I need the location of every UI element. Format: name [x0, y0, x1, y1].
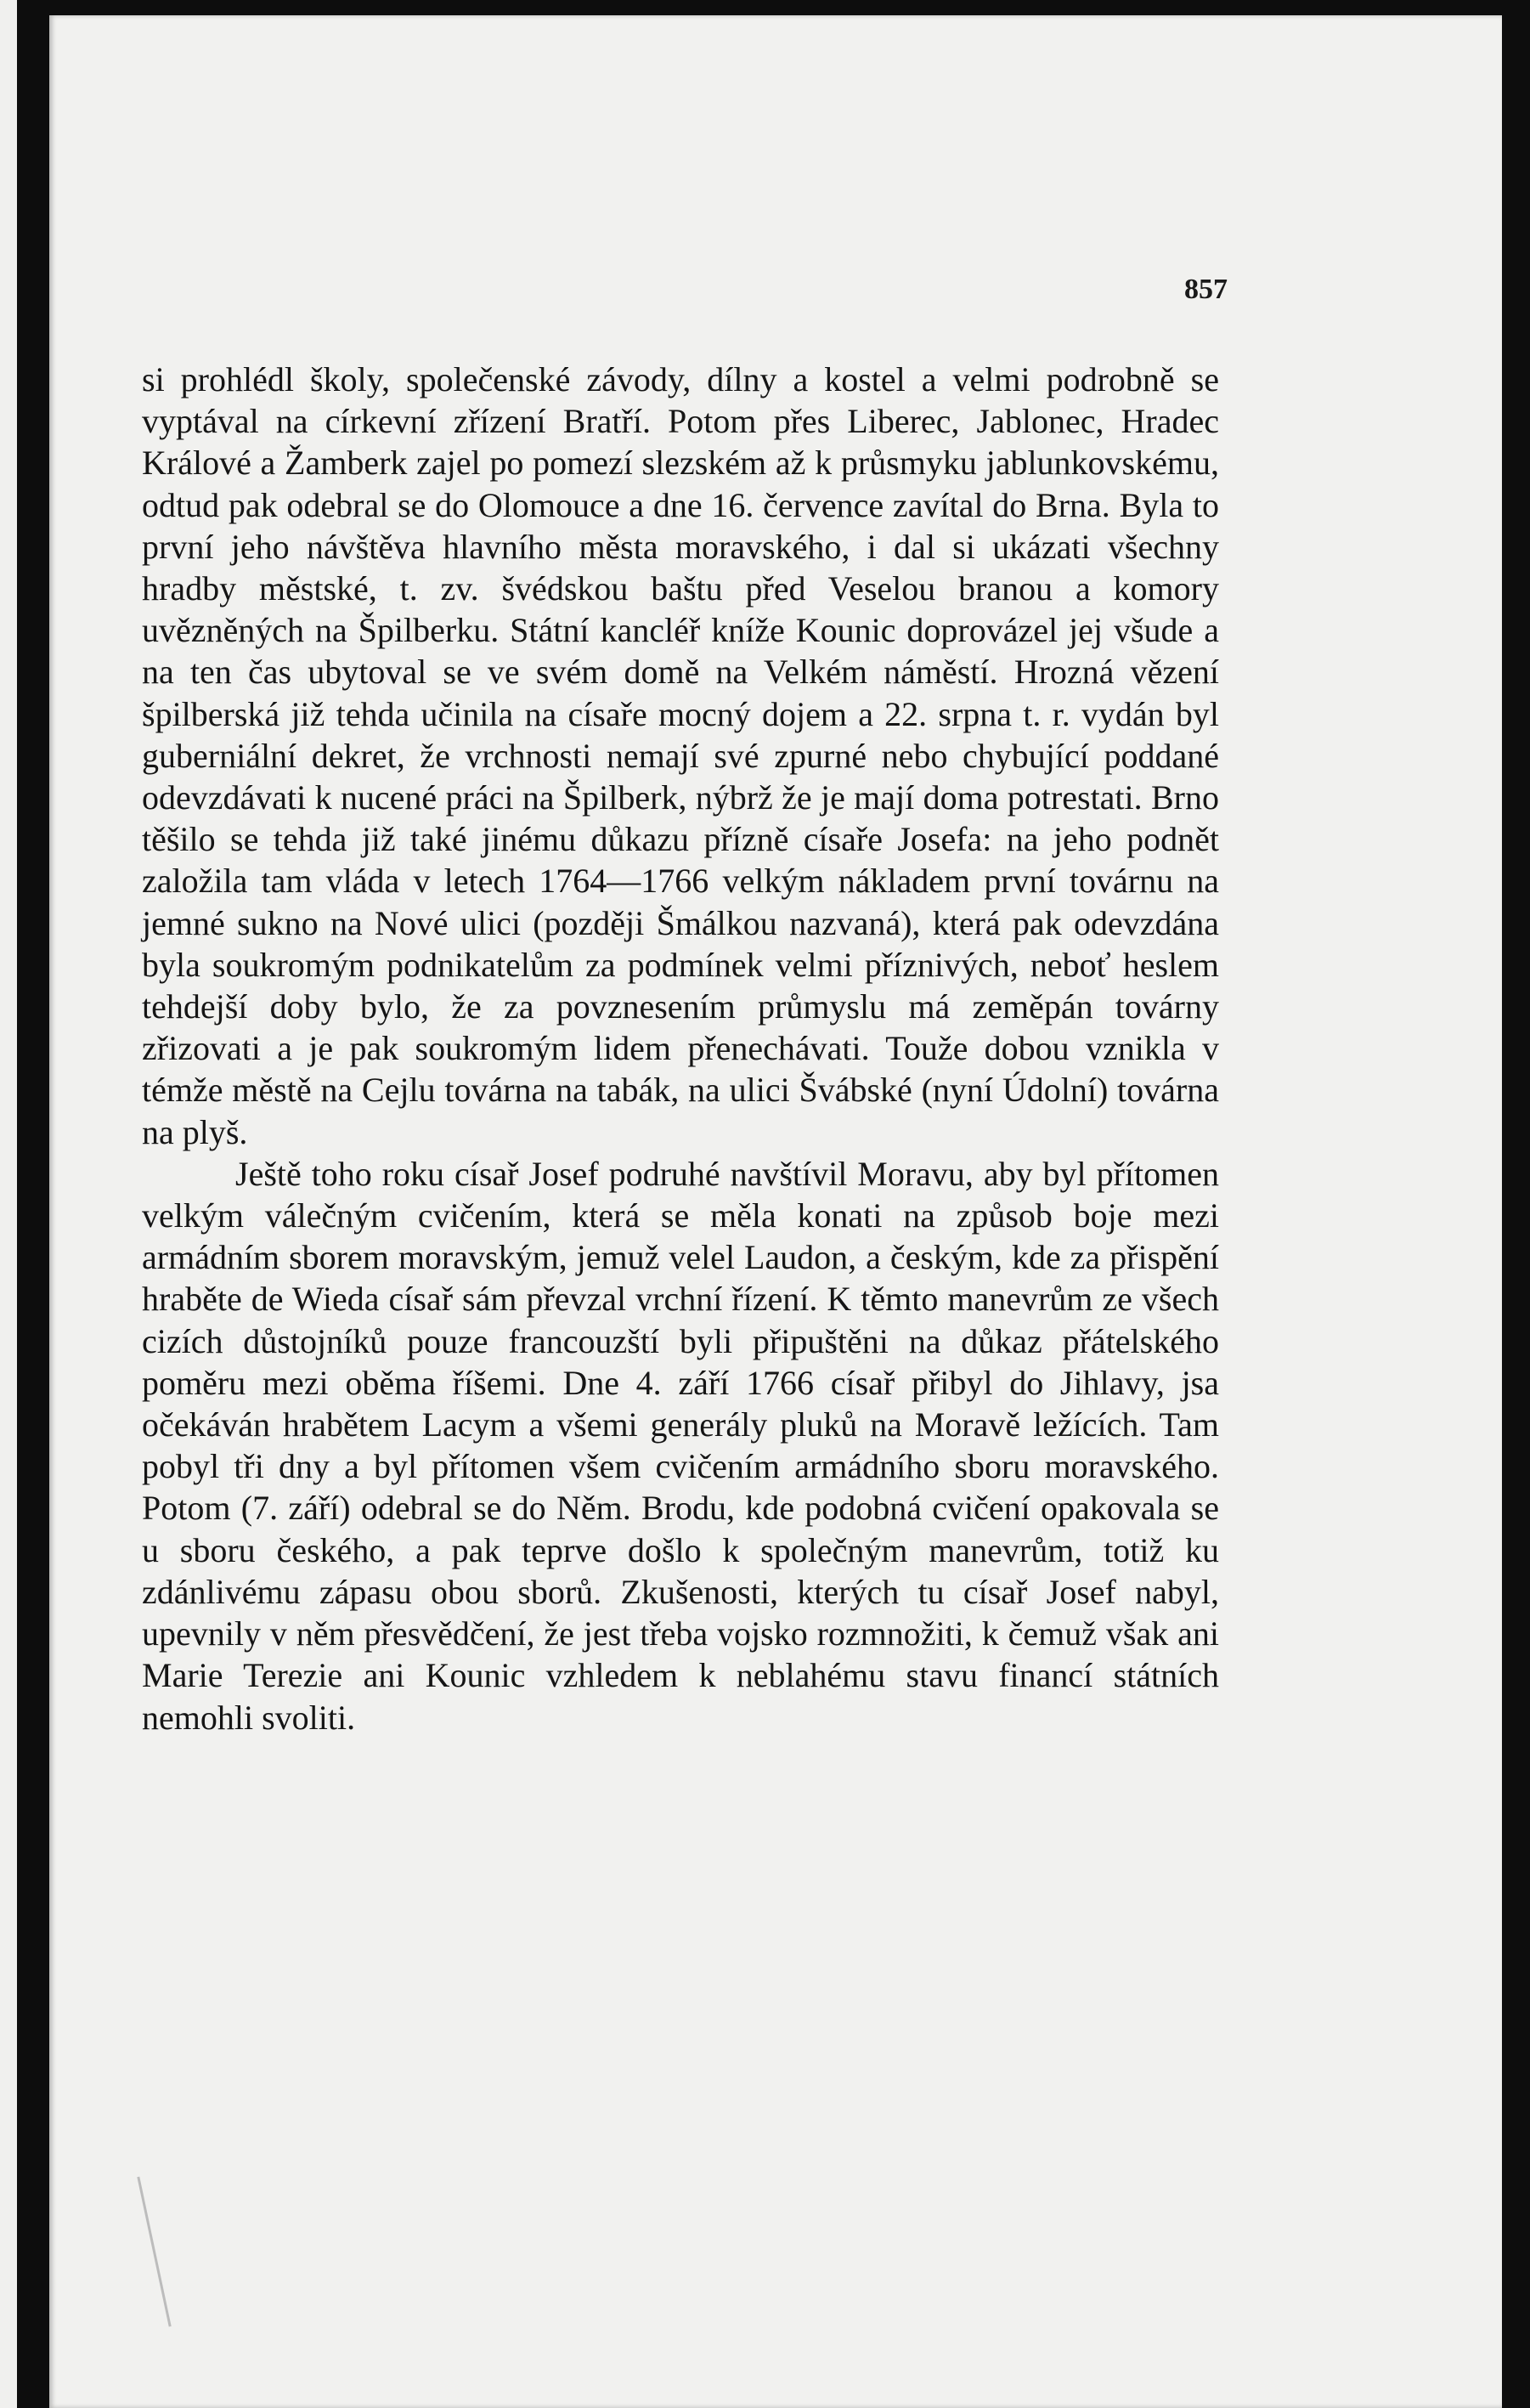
body-text	[142, 359, 1219, 1738]
paragraph-continued: si prohlédl školy, společenské závody, dílny a kostel a velmi podrobně se vyptával na církevní zřízení Bratří. Potom přes Liberec, Jablonec, Hradec Králové a Žamberk zajel po pomezí slezském až k průsmyku jablunkovskému, odtud pak odebral se do Olomouce a dne 16. července zavítal do Brna. Byla to první jeho návštěva hlavního města moravského, i dal si ukázati všechny hradby městské, t. zv. švédskou baštu před Veselou branou a komory uvězněných na Špilberku. Státní kancléř kníže Kounic doprovázel jej všude a na ten čas ubytoval se ve svém domě na Velkém náměstí. Hrozná vězení špilberská již tehda učinila na císaře mocný dojem a 22. srpna t. r. vydán byl guberniální dekret, že vrchnosti nemají své zpurné nebo chybující poddané odevzdávati k nucené práci na Špilberk, nýbrž že je mají doma potrestati. Brno těšilo se tehda již také jinému důkazu přízně císaře Josefa: na jeho podnět založila tam vláda v letech 1764—1766 velkým nákladem první továrnu na jemné sukno na Nové ulici (později Šmálkou nazvaná), která pak odevzdána byla soukromým podnikatelům za podmínek velmi příznivých, neboť heslem tehdejší doby bylo, že za povznesením průmyslu má zeměpán továrny zřizovati a je pak soukromým lidem přenechávati. Touže dobou vznikla v témže městě na Cejlu továrna na tabák, na ulici Švábské (nyní Údolní) továrna na plyš.	[142, 360, 1219, 1151]
page-number: 857	[1184, 274, 1228, 305]
adjacent-page-edge	[0, 0, 17, 2408]
paragraph-new: Ještě toho roku císař Josef podruhé navštívil Moravu, aby byl přítomen velkým válečným cvičením, která se měla konati na způsob boje mezi armádním sborem moravským, jemuž velel Laudon, a českým, kde za přispění hraběte de Wieda císař sám převzal vrchní řízení. K těmto manevrům ze všech cizích důstojníků pouze francouzští byli připuštěni na důkaz přátelského poměru mezi oběma říšemi. Dne 4. září 1766 císař přibyl do Jihlavy, jsa očekáván hrabětem Lacym a všemi generály pluků na Moravě ležících. Tam pobyl tři dny a byl přítomen všem cvičením armádního sboru moravského. Potom (7. září) odebral se do Něm. Brodu, kde podobná cvičení opakovala se u sboru českého, a pak teprve došlo k společným manevrům, totiž ku zdánlivému zápasu obou sborů. Zkušenosti, kterých tu císař Josef nabyl, upevnily v něm přesvědčení, že jest třeba vojsko rozmnožiti, k čemuž však ani Marie Terezie ani Kounic vzhledem k neblahému stavu financí státních nemohli svoliti.	[142, 1154, 1219, 1737]
